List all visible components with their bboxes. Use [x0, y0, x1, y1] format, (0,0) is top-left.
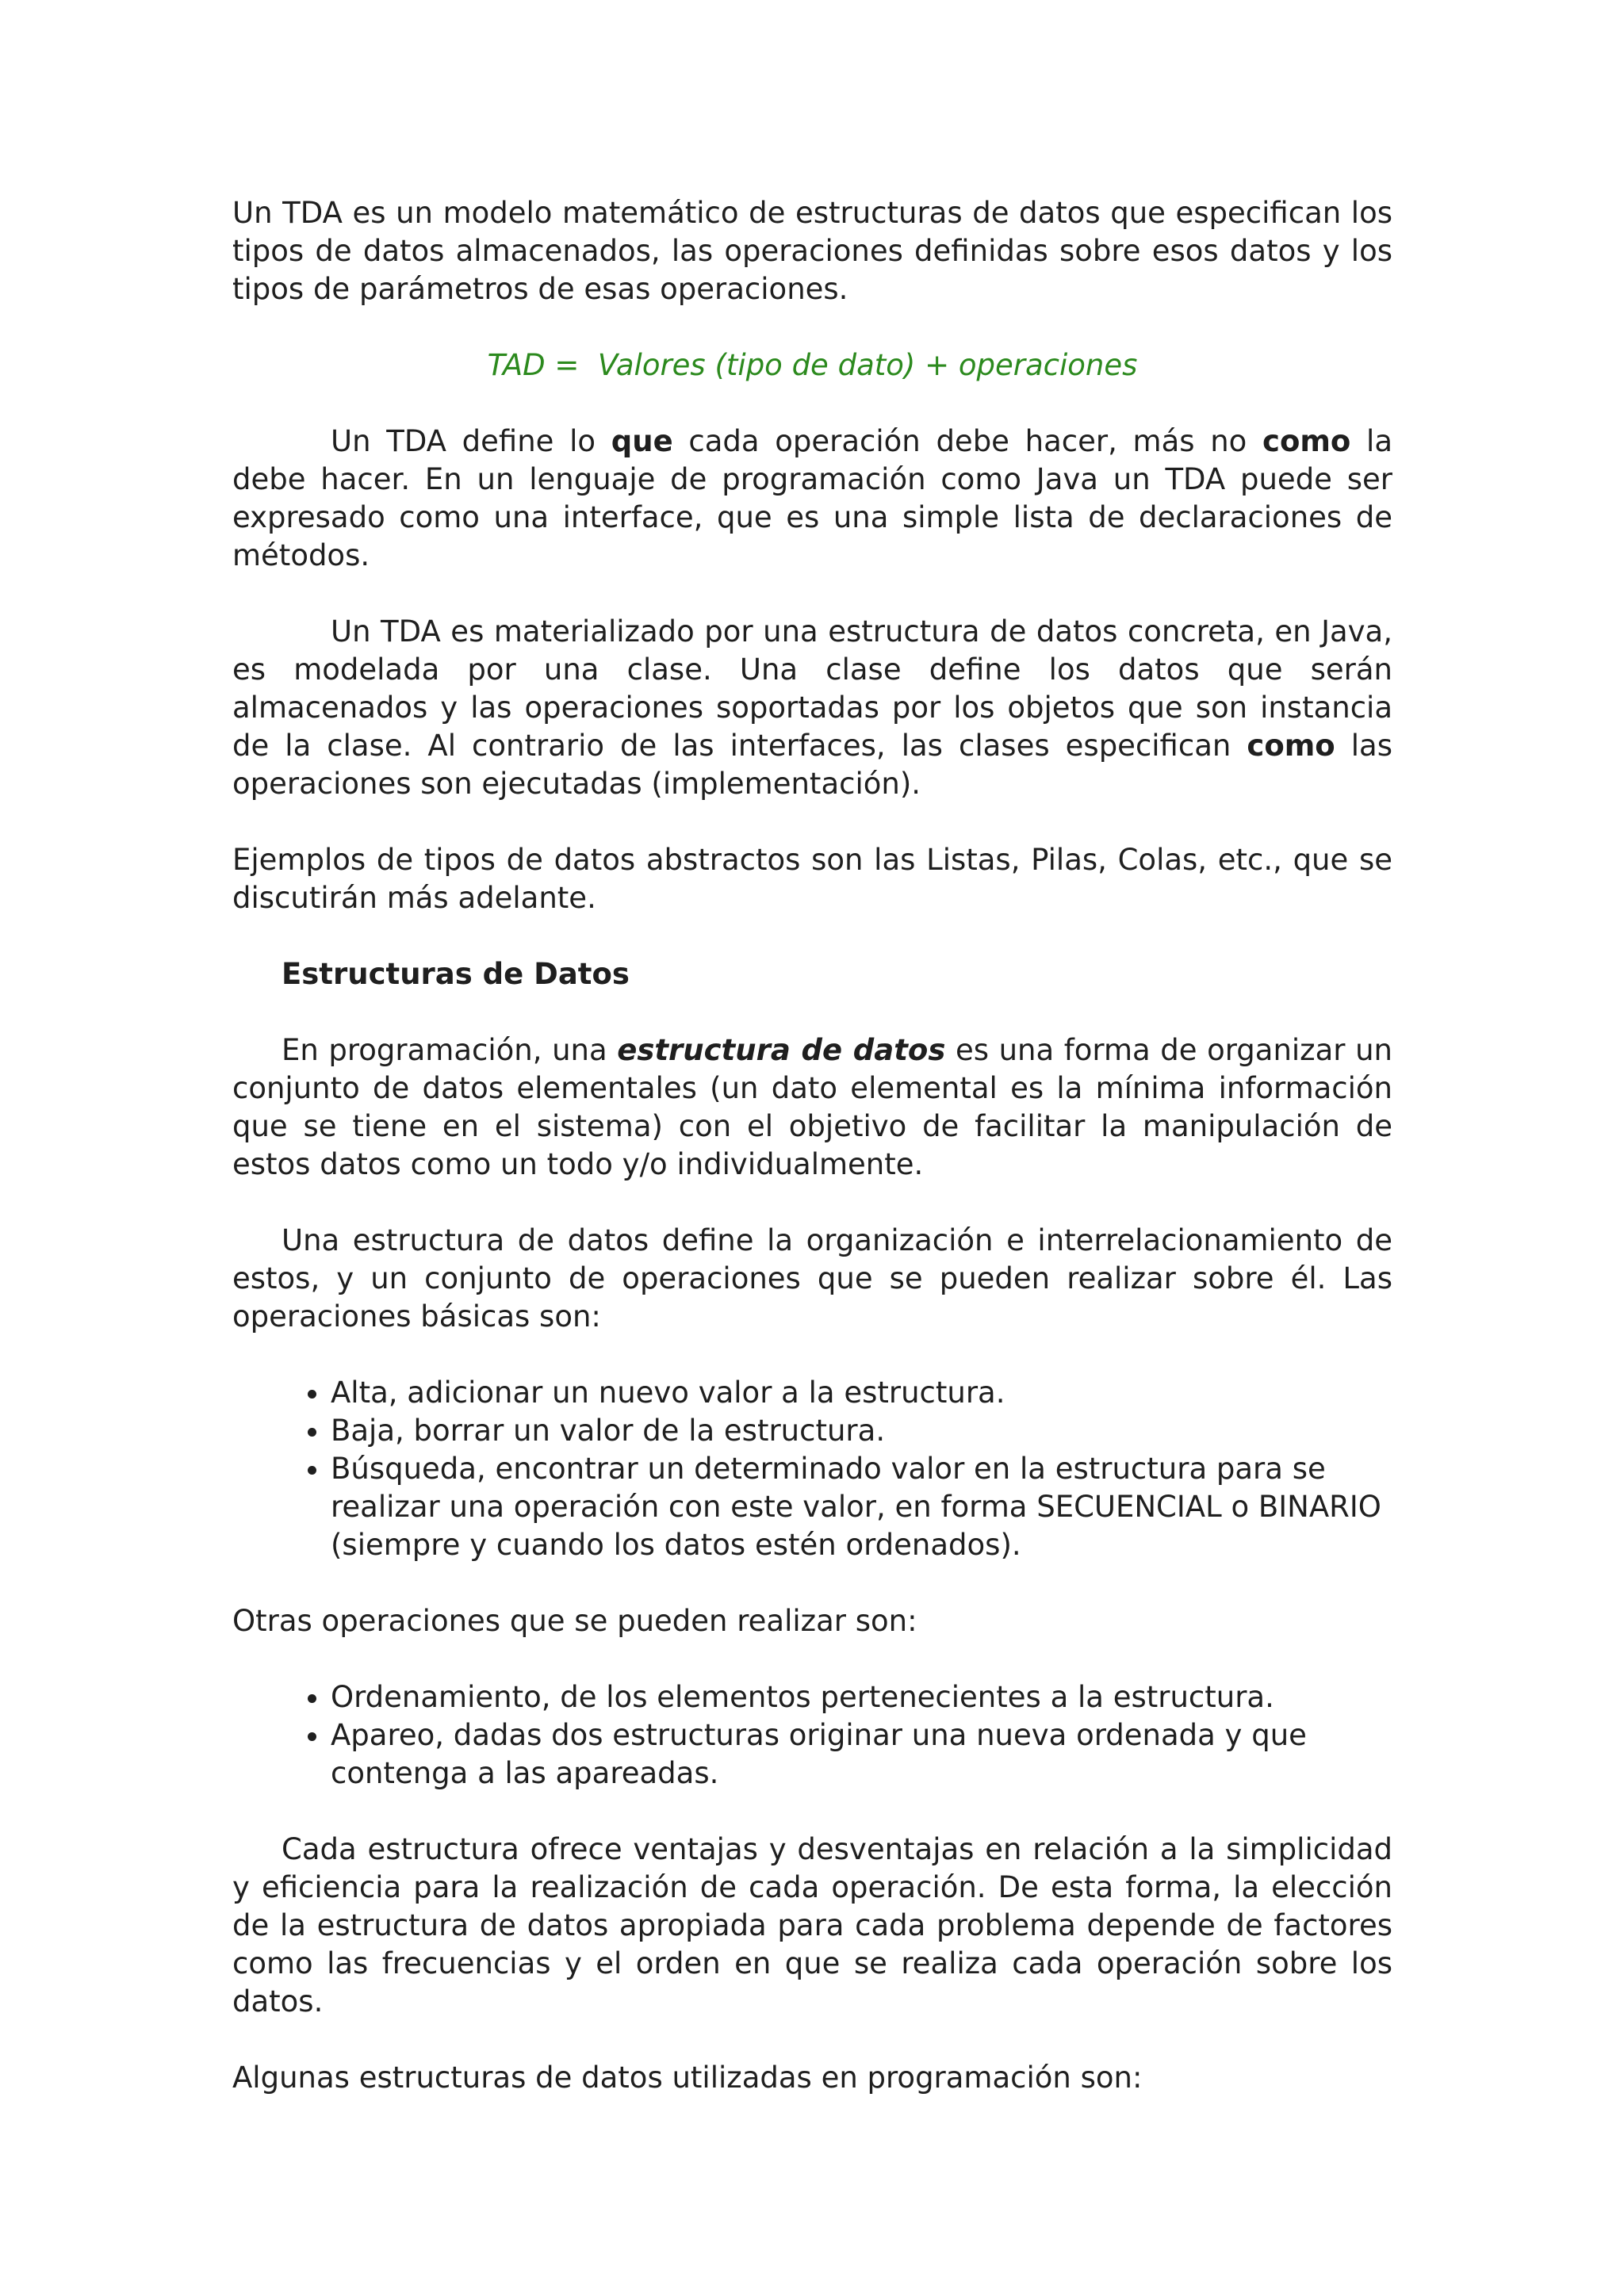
tda-materialization-paragraph: [232, 613, 1392, 803]
closing-paragraph: Algunas estructuras de datos utilizadas en programación son:: [232, 2061, 1143, 2095]
section-heading: Estructuras de Datos: [282, 957, 630, 991]
document-page: [232, 194, 1392, 2097]
intro-paragraph: Un TDA es un modelo matemático de estructuras de datos que especifican los tipos de datos almacenados, las operaciones definidas sobre esos datos y los tipos de parámetros de esas operaciones.: [232, 196, 1392, 306]
text-run: es una forma de organizar un conjunto de datos elementales (un dato elemental es la mínima información que se tiene en el sistema) con el objetivo de facilitar la manipulación de estos datos como un todo y/o individualmente.: [232, 1033, 1392, 1181]
text-run: las operaciones son ejecutadas (implementación).: [232, 729, 1392, 801]
emphasis-que: que: [611, 424, 673, 458]
emphasis-estructura-de-datos: estructura de datos: [617, 1033, 946, 1067]
text-run: cada operación debe hacer, más no: [672, 424, 1263, 458]
list-item: • Búsqueda, encontrar un determinado valor en la estructura para se realizar una operación con este valor, en forma SECUENCIAL o BINARIO (siempre y cuando los datos estén ordenados).: [331, 1450, 1392, 1564]
other-operations-intro: Otras operaciones que se pueden realizar son:: [232, 1604, 917, 1638]
tad-formula: TAD = Valores (tipo de dato) + operaciones: [487, 348, 1138, 382]
emphasis-como: como: [1262, 424, 1351, 458]
text-run: En programación, una: [282, 1033, 618, 1067]
list-item: • Apareo, dadas dos estructuras originar una nueva ordenada y que contenga a las apareadas.: [331, 1716, 1392, 1793]
other-operations-list: [232, 1678, 1392, 1793]
emphasis-como: como: [1247, 729, 1335, 763]
text-run: la debe hacer. En un lenguaje de programación como Java un TDA puede ser expresado como una interface, que es una simple lista de declaraciones de métodos.: [232, 424, 1392, 572]
advantages-paragraph: Cada estructura ofrece ventajas y desventajas en relación a la simplicidad y eficiencia para la realización de cada operación. De esta forma, la elección de la estructura de datos apropiada para cada problema depende de factores como las frecuencias y el orden en que se realiza cada operación sobre los datos.: [232, 1832, 1392, 2019]
data-structure-definition-paragraph: [232, 1031, 1392, 1184]
list-item: • Ordenamiento, de los elementos pertenecientes a la estructura.: [331, 1678, 1392, 1716]
basic-operations-list: [232, 1374, 1392, 1564]
organization-paragraph: Una estructura de datos define la organización e interrelacionamiento de estos, y un conjunto de operaciones que se pueden realizar sobre él. Las operaciones básicas son:: [232, 1223, 1392, 1334]
text-run: Un TDA es materializado por una estructura de datos concreta, en Java, es modelada por una clase. Una clase define los datos que serán almacenados y las operaciones soportadas por los objetos que son instancia de la clase. Al contrario de las interfaces, las clases especifican: [232, 614, 1392, 763]
list-item: • Alta, adicionar un nuevo valor a la estructura.: [331, 1374, 1392, 1412]
text-run: Un TDA define lo: [331, 424, 611, 458]
examples-paragraph: Ejemplos de tipos de datos abstractos son las Listas, Pilas, Colas, etc., que se discutirán más adelante.: [232, 843, 1392, 915]
tda-definition-paragraph: [232, 423, 1392, 575]
list-item: • Baja, borrar un valor de la estructura.: [331, 1412, 1392, 1450]
